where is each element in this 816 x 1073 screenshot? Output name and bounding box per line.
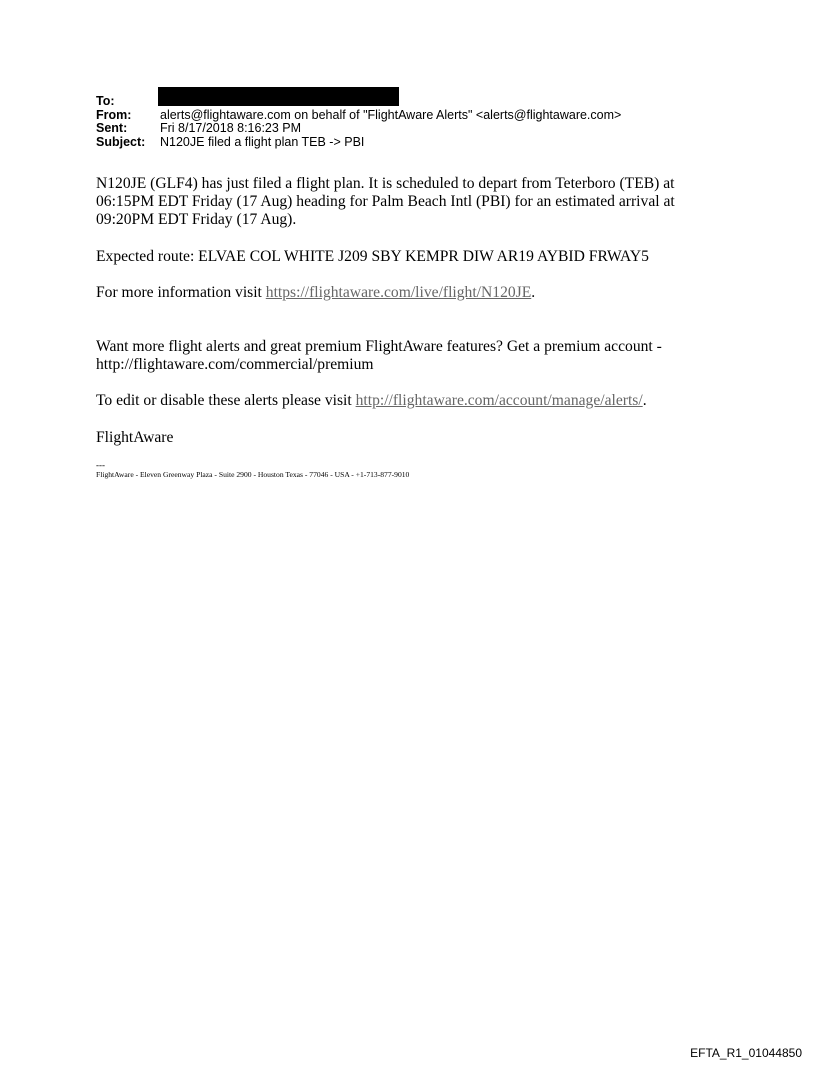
sent-label: Sent: — [96, 121, 128, 135]
flight-plan-paragraph: N120JE (GLF4) has just filed a flight plan. It is scheduled to depart from Teterboro (TEB) at 06:15PM EDT Friday (17 Aug) heading for Palm Beach Intl (PBI) for an estimated arrival at 09:20PM EDT Friday (17 Aug). — [96, 175, 675, 229]
email-header — [96, 95, 736, 149]
manage-alerts-period: . — [642, 392, 647, 410]
signature: FlightAware — [96, 428, 174, 446]
subject-value: N120JE filed a flight plan TEB -> PBI — [160, 134, 365, 149]
more-info-period: . — [531, 283, 536, 301]
to-value — [160, 95, 736, 109]
sent-row — [96, 122, 736, 136]
from-row — [96, 109, 736, 123]
email-body — [96, 175, 706, 479]
document-id: EFTA_R1_01044850 — [690, 1046, 802, 1060]
from-label: From: — [96, 107, 132, 122]
more-info-paragraph — [96, 284, 706, 302]
separator: --- — [96, 459, 105, 470]
manage-alerts-text: To edit or disable these alerts please visit — [96, 392, 356, 410]
route-paragraph: Expected route: ELVAE COL WHITE J209 SBY KEMPR DIW AR19 AYBID FRWAY5 — [96, 247, 649, 265]
subject-label: Subject: — [96, 134, 146, 149]
sent-value: Fri 8/17/2018 8:16:23 PM — [160, 121, 302, 135]
company-footer: FlightAware - Eleven Greenway Plaza - Suite 2900 - Houston Texas - 77046 - USA - +1-713-877-9010 — [96, 469, 410, 479]
manage-alerts-paragraph — [96, 392, 706, 410]
from-value: alerts@flightaware.com on behalf of "FlightAware Alerts" <alerts@flightaware.com> — [160, 107, 622, 122]
subject-row — [96, 136, 736, 150]
to-label: To: — [96, 94, 115, 108]
flight-link[interactable]: https://flightaware.com/live/flight/N120JE — [265, 283, 532, 301]
manage-alerts-link[interactable]: http://flightaware.com/account/manage/alerts/ — [355, 392, 643, 410]
more-info-text: For more information visit — [96, 283, 266, 301]
to-row — [96, 95, 736, 109]
premium-paragraph: Want more flight alerts and great premium FlightAware features? Get a premium account - http://flightaware.com/commercial/premium — [96, 338, 662, 374]
